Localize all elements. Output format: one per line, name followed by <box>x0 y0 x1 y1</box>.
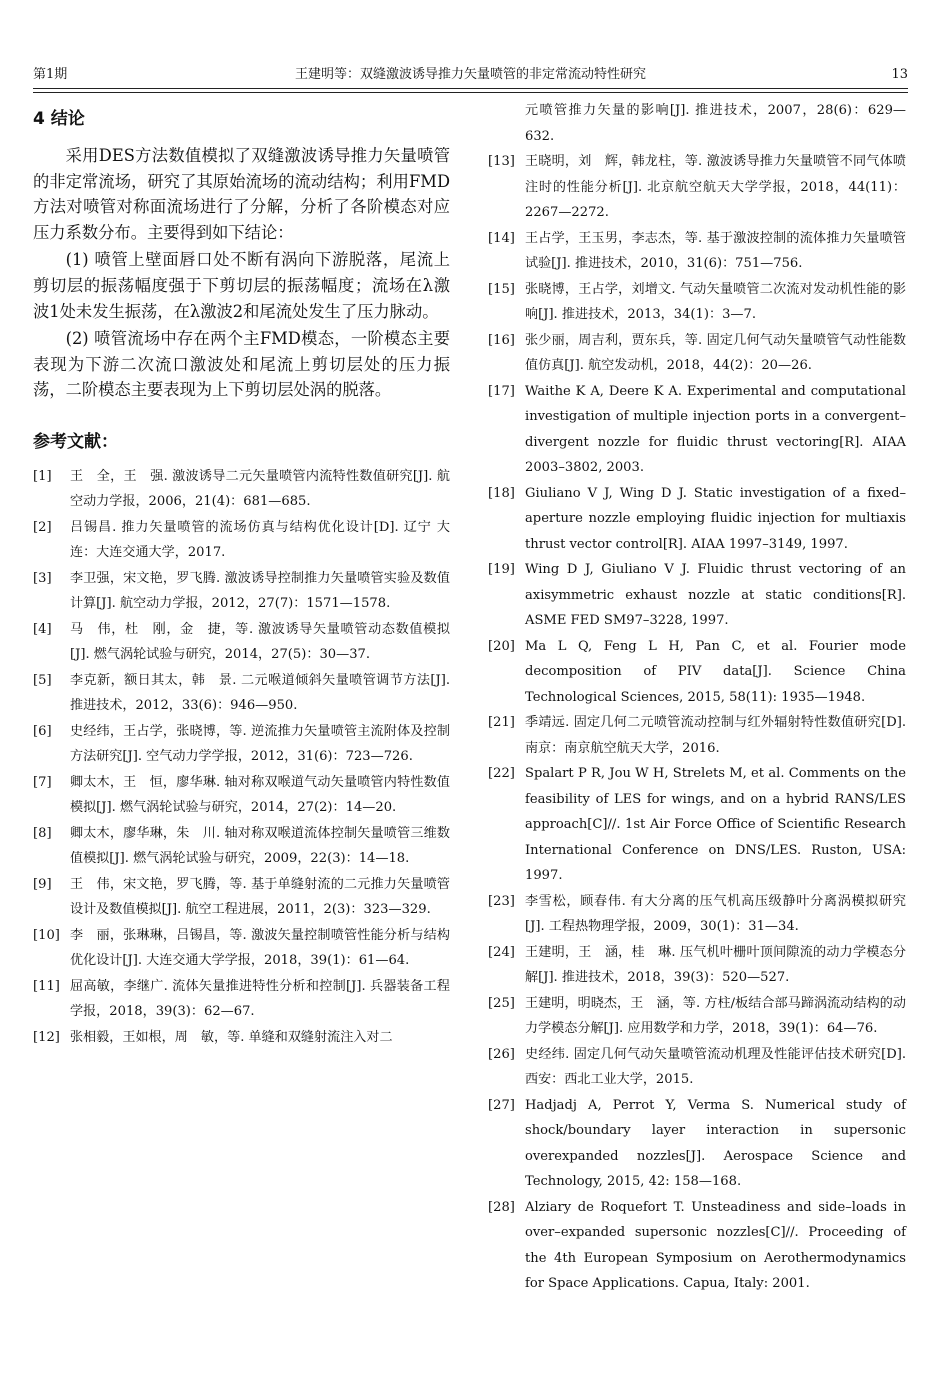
reference-text: 王建明，王 涵，桂 琳. 压气机叶栅叶顶间隙流的动力学模态分解[J]. 推进技术，2018，39(3)：520—527. <box>525 944 906 985</box>
reference-item <box>33 719 450 770</box>
reference-text: Spalart P R, Jou W H, Strelets M, et al. Comments on the feasibility of LES for wings, and on a hybrid RANS/LES approach[C]//. 1st Air Force Office of Scientific Research International Conference on DNS/LES. Ruston, USA: 1997. <box>525 766 906 883</box>
reference-text: 王建明，明晓杰，王 涵，等. 方柱/板结合部马蹄涡流动结构的动力学模态分解[J]. 应用数学和力学，2018，39(1)：64—76. <box>525 995 906 1036</box>
conclusion-paragraph: (1) 喷管上壁面唇口处不断有涡向下游脱落，尾流上剪切层的振荡幅度强于下剪切层的振荡幅度；流场在λ激波1处未发生振荡，在λ激波2和尾流处发生了压力脉动。 <box>33 250 450 321</box>
references-list-left <box>33 464 450 1051</box>
right-column <box>488 98 906 1297</box>
reference-text: 史经纬，王占学，张晓博，等. 逆流推力矢量喷管主流附体及控制方法研究[J]. 空气动力学学报，2012，31(6)：723—726. <box>70 723 450 765</box>
reference-number: [13] <box>488 154 515 169</box>
reference-number: [9] <box>33 876 52 892</box>
reference-number: [25] <box>488 995 515 1011</box>
reference-item <box>33 617 450 668</box>
reference-number: [21] <box>488 715 515 730</box>
reference-number: [17] <box>488 383 515 399</box>
reference-item <box>488 328 906 379</box>
reference-number: [16] <box>488 332 515 348</box>
reference-item <box>488 379 906 481</box>
reference-number: [18] <box>488 485 515 501</box>
reference-continuation <box>488 98 906 149</box>
reference-item <box>33 872 450 923</box>
reference-item <box>33 515 450 566</box>
reference-text: 王晓明，刘 辉，韩龙柱，等. 激波诱导推力矢量喷管不同气体喷注时的性能分析[J]. 北京航空航天大学学报，2018，44(11)：2267—2272. <box>525 154 906 220</box>
reference-item <box>33 668 450 719</box>
reference-item <box>33 566 450 617</box>
reference-number: [14] <box>488 230 515 246</box>
reference-item <box>488 710 906 761</box>
reference-text: 张相毅，王如根，周 敏，等. 单缝和双缝射流注入对二 <box>70 1029 393 1045</box>
reference-item <box>488 557 906 634</box>
reference-item <box>33 464 450 515</box>
reference-text: Alziary de Roquefort T. Unsteadiness and side–loads in over–expanded supersonic nozzles[C]//. Proceeding of the 4th European Symposium on Aerothermodynamics for Space Applications. Capua, Italy: 2001. <box>525 1199 906 1291</box>
references-title: 参考文献： <box>33 431 118 452</box>
reference-number: [20] <box>488 638 515 654</box>
reference-text: 卿太木，廖华琳，朱 川. 轴对称双喉道流体控制矢量喷管三维数值模拟[J]. 燃气涡轮试验与研究，2009，22(3)：14—18. <box>70 825 450 867</box>
reference-item <box>488 1195 906 1297</box>
reference-item <box>33 1025 450 1051</box>
reference-number: [5] <box>33 672 52 688</box>
reference-number: [23] <box>488 893 515 909</box>
reference-text: Giuliano V J, Wing D J. Static investigation of a fixed–aperture nozzle employing fluidic injection for multiaxis thrust vector control[R]. AIAA 1997–3149, 1997. <box>525 485 906 552</box>
issue-number: 第1期 <box>33 67 68 82</box>
reference-item <box>488 1093 906 1195</box>
reference-text: 王占学，王玉男，李志杰，等. 基于激波控制的流体推力矢量喷管试验[J]. 推进技术，2010，31(6)：751—756. <box>525 230 906 271</box>
reference-text: 元喷管推力矢量的影响[J]. 推进技术，2007，28(6)：629—632. <box>525 103 906 144</box>
reference-item <box>488 149 906 226</box>
reference-number: [27] <box>488 1097 515 1113</box>
running-header <box>33 64 908 86</box>
reference-text: 李克新，额日其太，韩 景. 二元喉道倾斜矢量喷管调节方法[J]. 推进技术，2012，33(6)：946—950. <box>70 672 450 714</box>
reference-text: Ma L Q, Feng L H, Pan C, et al. Fourier mode decomposition of PIV data[J]. Science China Technological Sciences, 2015, 58(11): 1935—1948. <box>525 638 906 705</box>
reference-number: [12] <box>33 1029 60 1045</box>
reference-text: Wing D J, Giuliano V J. Fluidic thrust vectoring of an axisymmetric exhaust nozzle at static conditions[R]. ASME FED SM97–3228, 1997. <box>525 562 906 628</box>
conclusion-paragraph: 采用DES方法数值模拟了双缝激波诱导推力矢量喷管的非定常流场，研究了其原始流场的流动结构；利用FMD方法对喷管对称面流场进行了分解，分析了各阶模态对应压力系数分布。主要得到如下结论： <box>33 146 450 242</box>
reference-number: [15] <box>488 281 515 297</box>
reference-number: [2] <box>33 519 52 535</box>
reference-number: [7] <box>33 774 52 790</box>
reference-item <box>488 634 906 711</box>
reference-text: 李 丽，张琳琳，吕锡昌，等. 激波矢量控制喷管性能分析与结构优化设计[J]. 大连交通大学学报，2018，39(1)：61—64. <box>70 927 450 969</box>
header-rule-thin <box>33 92 908 93</box>
reference-number: [28] <box>488 1199 515 1215</box>
reference-item <box>488 940 906 991</box>
reference-text: 李卫强，宋文艳，罗飞腾. 激波诱导控制推力矢量喷管实验及数值计算[J]. 航空动力学报，2012，27(7)：1571—1578. <box>70 570 450 612</box>
reference-item <box>33 974 450 1025</box>
header-rule <box>33 88 908 89</box>
reference-text: 张少丽，周吉利，贾东兵，等. 固定几何气动矢量喷管气动性能数值仿真[J]. 航空发动机，2018，44(2)：20—26. <box>525 332 906 373</box>
reference-text: 王 全，王 强. 激波诱导二元矢量喷管内流特性数值研究[J]. 航空动力学报，2006，21(4)：681—685. <box>70 468 450 510</box>
references-list-right <box>488 149 906 1297</box>
reference-number: [26] <box>488 1046 515 1062</box>
reference-item <box>488 481 906 558</box>
page-number: 13 <box>891 67 908 82</box>
reference-item <box>488 226 906 277</box>
reference-item <box>33 923 450 974</box>
reference-number: [11] <box>33 978 60 994</box>
reference-text: 王 伟，宋文艳，罗飞腾，等. 基于单缝射流的二元推力矢量喷管设计及数值模拟[J]. 航空工程进展，2011，2(3)：323—329. <box>70 876 450 918</box>
reference-number: [19] <box>488 562 515 577</box>
conclusion-paragraph: (2) 喷管流场中存在两个主FMD模态，一阶模态主要表现为下游二次流口激波处和尾流上剪切层处的压力振荡，二阶模态主要表现为上下剪切层处涡的脱落。 <box>33 329 450 400</box>
reference-item <box>488 991 906 1042</box>
reference-item <box>488 889 906 940</box>
reference-text: 李雪松，顾春伟. 有大分离的压气机高压级静叶分离涡模拟研究[J]. 工程热物理学报，2009，30(1)：31—34. <box>525 893 906 934</box>
left-column <box>33 98 450 1050</box>
section-title: 4 结论 <box>33 109 85 129</box>
reference-text: 马 伟，杜 刚，金 捷，等. 激波诱导矢量喷管动态数值模拟[J]. 燃气涡轮试验与研究，2014，27(5)：30—37. <box>70 621 450 663</box>
reference-number: [10] <box>33 927 60 943</box>
reference-text: Waithe K A, Deere K A. Experimental and computational investigation of multiple injection ports in a convergent–divergent nozzle for fluidic thrust vectoring[R]. AIAA 2003–3802, 2003. <box>525 383 906 475</box>
reference-item <box>33 770 450 821</box>
reference-item <box>33 821 450 872</box>
reference-item <box>488 277 906 328</box>
reference-item <box>488 761 906 889</box>
reference-text: 屈高敏，李继广. 流体矢量推进特性分析和控制[J]. 兵器装备工程学报，2018，39(3)：62—67. <box>70 978 450 1020</box>
reference-number: [3] <box>33 570 52 586</box>
reference-number: [24] <box>488 944 515 960</box>
reference-text: 史经纬. 固定几何气动矢量喷管流动机理及性能评估技术研究[D]. 西安：西北工业大学，2015. <box>525 1046 906 1087</box>
reference-text: 卿太木，王 恒，廖华琳. 轴对称双喉道气动矢量喷管内特性数值模拟[J]. 燃气涡轮试验与研究，2014，27(2)：14—20. <box>70 774 450 816</box>
reference-text: 张晓博，王占学，刘增文. 气动矢量喷管二次流对发动机性能的影响[J]. 推进技术，2013，34(1)：3—7. <box>525 281 906 322</box>
reference-number: [4] <box>33 621 52 637</box>
reference-number: [8] <box>33 825 52 841</box>
reference-text: Hadjadj A, Perrot Y, Verma S. Numerical study of shock/boundary layer interaction in supersonic overexpanded nozzles[J]. Aerospace Science and Technology, 2015, 42: 158—168. <box>525 1097 906 1189</box>
reference-number: [1] <box>33 468 52 484</box>
reference-number: [22] <box>488 766 515 781</box>
reference-text: 吕锡昌. 推力矢量喷管的流场仿真与结构优化设计[D]. 辽宁 大连：大连交通大学，2017. <box>70 519 450 561</box>
running-title: 王建明等：双缝激波诱导推力矢量喷管的非定常流动特性研究 <box>294 67 646 82</box>
reference-number: [6] <box>33 723 52 739</box>
reference-item <box>488 1042 906 1093</box>
reference-text: 季靖远. 固定几何二元喷管流动控制与红外辐射特性数值研究[D]. 南京：南京航空航天大学，2016. <box>525 715 906 756</box>
